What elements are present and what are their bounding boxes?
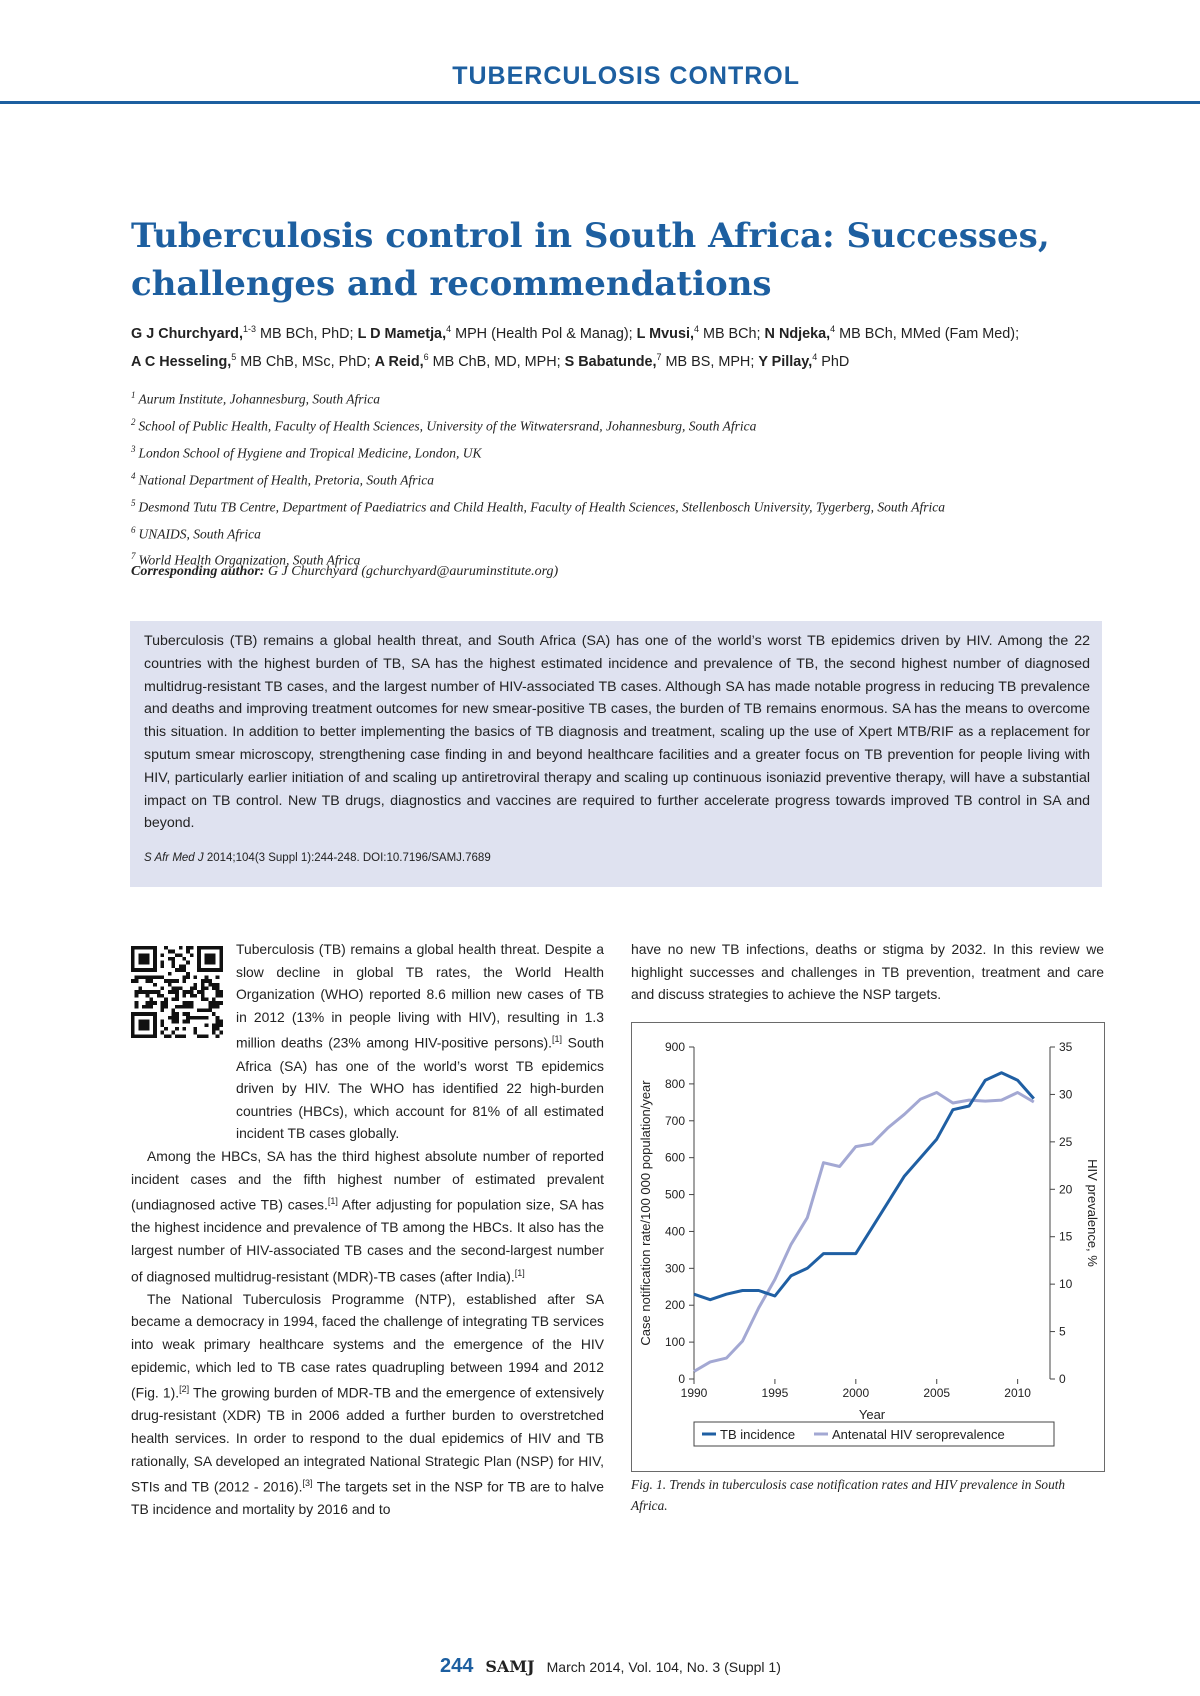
author-affiliation-marker: 6 <box>423 351 429 362</box>
citation-journal: S Afr Med J <box>144 852 204 864</box>
author-name: A Reid, <box>374 353 424 370</box>
y2-tick-label: 20 <box>1059 1182 1073 1197</box>
y2-tick-label: 10 <box>1059 1277 1073 1292</box>
tb-incidence-line <box>694 1073 1034 1300</box>
y2-tick-label: 0 <box>1059 1372 1066 1386</box>
y2-tick-label: 35 <box>1059 1040 1073 1054</box>
figure-caption: Fig. 1. Trends in tuberculosis case notification rates and HIV prevalence in South Africa. <box>631 1477 1066 1513</box>
affiliation: $^7$ World Health Organization, South Africa <box>131 551 361 568</box>
author-name: S Babatunde, <box>564 353 657 370</box>
y-tick-label: 400 <box>664 1224 685 1239</box>
section-header <box>0 62 1200 91</box>
author-affiliation-marker: 1-3 <box>242 324 256 334</box>
author-affiliation-marker: 4 <box>830 324 836 334</box>
affiliation-list <box>131 384 1121 572</box>
author-affiliation-marker: 4 <box>446 324 452 334</box>
body-paragraph-4: have no new TB infections, deaths or stigma by 2032. In this review we highlight successes and challenges in TB prevention, treatment and care and discuss strategies to achieve the NSP targets. <box>631 941 1104 1003</box>
y-tick-label: 200 <box>664 1298 685 1313</box>
page-footer <box>440 1655 781 1678</box>
y2-tick-label: 30 <box>1059 1087 1073 1102</box>
body-left-column <box>131 938 604 1521</box>
y2-tick-label: 25 <box>1059 1134 1073 1149</box>
body-paragraph-3: The National Tuberculosis Programme (NTP), established after SA became a democracy in 1994, faced the challenge of integrating TB services into weak primary healthcare systems and the emergence of the HIV epidemic, which led to TB case rates quadrupling between 1994 and 2012 (Fig. 1).[2] The growing burden of MDR-TB and the emergence of extensively drug-resistant (XDR) TB in 2006 added a further burden to overstretched health services. In order to respond to the dual epidemics of HIV and TB rationally, SA developed an integrated National Strategic Plan (NSP) for HIV, STIs and TB (2012 - 2016).[3] The targets set in the NSP for TB are to halve TB incidence and mortality by 2016 and to <box>131 1290 605 1518</box>
author-credentials: PhD <box>817 353 850 370</box>
body-paragraph-1: Tuberculosis (TB) remains a global health threat. Despite a slow decline in global TB rates, the World Health Organization (WHO) reported 8.6 million new cases of TB in 2012 (13% in people living with HIV), resulting in 1.3 million deaths (23% among HIV-positive persons).[1] South Africa (SA) has one of the world’s worst TB epidemics driven by HIV. The WHO has identified 22 high-burden countries (HBCs), which account for 81% of all estimated incident TB cases globally. <box>236 941 604 1142</box>
author-name: L Mvusi, <box>636 325 694 342</box>
affiliation: $^3$ London School of Hygiene and Tropical Medicine, London, UK <box>131 443 482 461</box>
author-affiliation-marker: 7 <box>656 351 662 362</box>
affiliation: $^5$ Desmond Tutu TB Centre, Department of Paediatrics and Child Health, Faculty of Health Sciences, Stellenbosch University, Tygerberg, South Africa <box>131 497 946 515</box>
author-affiliation-marker: 4 <box>812 351 818 362</box>
x-tick-label: 2005 <box>923 1386 951 1400</box>
author-credentials: MB BCh, PhD; <box>255 325 358 342</box>
header-rule <box>0 101 1200 104</box>
journal-logo: SAMJ <box>485 1657 535 1676</box>
body-paragraph-2: Among the HBCs, SA has the third highest absolute number of reported incident cases and the fifth highest number of estimated prevalent (undiagnosed active TB) cases.[1] After adjusting for population size, SA has the highest incidence and prevalence of TB among the HBCs. It also has the largest number of HIV-associated TB cases and the second-largest number of diagnosed multidrug-resistant (MDR)-TB cases (after India).[1] <box>131 1147 604 1285</box>
y2-tick-label: 5 <box>1059 1324 1066 1339</box>
corresponding-label: Corresponding author: <box>131 564 265 579</box>
body-right-column <box>631 938 1104 1006</box>
section-title: TUBERCULOSIS CONTROL <box>452 62 800 90</box>
y2-axis-label: HIV prevalence, % <box>1085 1159 1100 1267</box>
y-tick-label: 800 <box>664 1076 685 1091</box>
affiliation: $^2$ School of Public Health, Faculty of Health Sciences, University of the Witwatersrand, Johannesburg, South Africa <box>131 416 757 434</box>
legend-label: Antenatal HIV seroprevalence <box>832 1427 1005 1442</box>
y-tick-label: 500 <box>664 1187 685 1202</box>
y-tick-label: 0 <box>678 1372 685 1386</box>
author-credentials: MB BS, MPH; <box>661 353 759 370</box>
author-name: L D Mametja, <box>357 325 447 342</box>
author-name: N Ndjeka, <box>764 325 831 342</box>
citation <box>144 852 491 864</box>
author-credentials: MB BCh, MMed (Fam Med); <box>835 325 1020 342</box>
y-tick-label: 300 <box>664 1261 685 1276</box>
line-chart <box>632 1023 1104 1471</box>
abstract-text: Tuberculosis (TB) remains a global health threat, and South Africa (SA) has one of the world’s worst TB epidemics driven by HIV. Among the 22 countries with the highest burden of TB, SA has the highest estimated incidence and prevalence of TB, the second highest number of diagnosed multidrug-resistant TB cases, and the largest number of HIV-associated TB cases. Although SA has made notable progress in reducing TB prevalence and deaths and improving treatment outcomes for new smear-positive TB cases, the burden of TB remains enormous. SA has the means to overcome this situation. In addition to better implementing the basics of TB diagnosis and treatment, scaling up the use of Xpert MTB/RIF as a replacement for sputum smear microscopy, strengthening case finding in and beyond healthcare facilities and a greater focus on TB prevention for people living with HIV, particularly earlier initiation of and scaling up antiretroviral therapy and scaling up continuous isoniazid preventive therapy, will have a substantial impact on TB control. New TB drugs, diagnostics and vaccines are required to further accelerate progress towards improved TB control in SA and beyond. <box>144 633 1090 832</box>
y-axis-label: Case notification rate/100 000 population/year <box>638 1080 653 1346</box>
author-credentials: MPH (Health Pol & Manag); <box>451 325 637 342</box>
hiv-prevalence-line <box>694 1093 1034 1372</box>
author-affiliation-marker: 5 <box>231 351 237 362</box>
x-tick-label: 1995 <box>761 1386 789 1400</box>
author-list <box>131 318 1106 374</box>
x-tick-label: 2000 <box>842 1386 870 1400</box>
corresponding-text: G J Churchyard (gchurchyard@auruminstitute.org) <box>264 564 559 579</box>
x-tick-label: 2010 <box>1004 1386 1031 1400</box>
author-name: Y Pillay, <box>758 353 813 370</box>
author-credentials: MB ChB, MD, MPH; <box>428 353 565 370</box>
title-line-2: challenges and recommendations <box>131 264 772 304</box>
legend-label: TB incidence <box>720 1427 796 1442</box>
corresponding-author <box>131 564 558 580</box>
author-affiliation-marker: 4 <box>693 324 699 334</box>
author-name: G J Churchyard, <box>131 325 243 342</box>
title-line-1: Tuberculosis control in South Africa: Successes, <box>131 216 1050 256</box>
y-tick-label: 700 <box>664 1113 685 1128</box>
figure-1 <box>631 1022 1105 1472</box>
affiliation: $^1$ Aurum Institute, Johannesburg, South Africa <box>131 390 380 407</box>
y-tick-label: 600 <box>664 1150 685 1165</box>
author-name: A C Hesseling, <box>131 353 232 370</box>
page-number: 244 <box>440 1655 474 1677</box>
author-credentials: MB BCh; <box>698 325 765 342</box>
article-title <box>131 212 1091 308</box>
x-axis-label: Year <box>858 1407 886 1422</box>
affiliation: $^4$ National Department of Health, Pretoria, South Africa <box>131 470 434 488</box>
issue-info: March 2014, Vol. 104, No. 3 (Suppl 1) <box>546 1659 781 1675</box>
citation-details: 2014;104(3 Suppl 1):244-248. DOI:10.7196/SAMJ.7689 <box>203 852 491 864</box>
author-credentials: MB ChB, MSc, PhD; <box>236 353 375 370</box>
y-tick-label: 900 <box>664 1040 685 1054</box>
y2-tick-label: 15 <box>1059 1229 1073 1244</box>
affiliation: $^6$ UNAIDS, South Africa <box>131 524 261 542</box>
x-tick-label: 1990 <box>680 1386 708 1400</box>
y-tick-label: 100 <box>664 1335 685 1350</box>
